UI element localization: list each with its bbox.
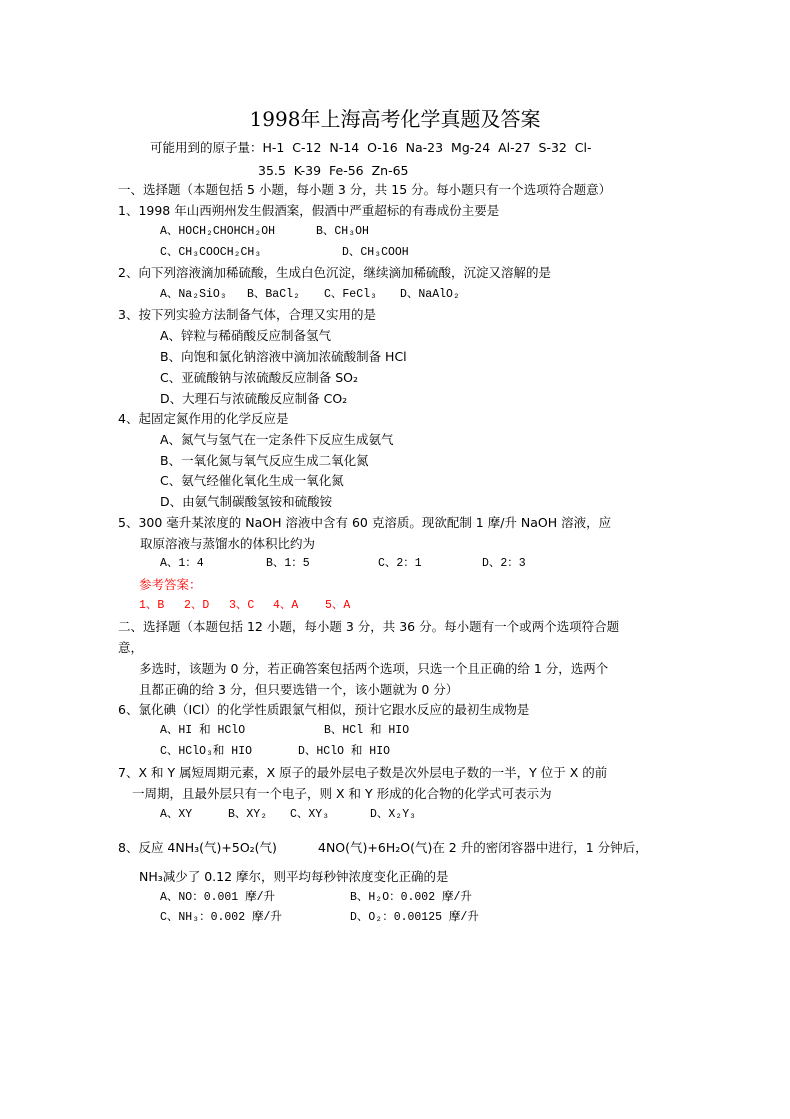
q6-option-c: C、HClO₃和 HIO [160, 745, 253, 758]
q4-option-a: A、氮气与氢气在一定条件下反应生成氨气 [160, 432, 394, 447]
q8-stem: 8、反应 4NH₃(气)+5O₂(气) [118, 840, 277, 855]
q5-option-b: B、1：5 [266, 557, 310, 570]
atomic-masses-cont: 35.5 K-39 Fe-56 Zn-65 [258, 163, 409, 178]
q4-option-b: B、一氧化氮与氧气反应生成二氧化氮 [160, 453, 369, 468]
q3-option-d: D、大理石与浓硫酸反应制备 CO₂ [160, 391, 348, 406]
section2-rules-cont: 且都正确的给 3 分，但只要选错一个，该小题就为 0 分） [139, 682, 459, 697]
q2-option-a: A、Na₂SiO₃ [160, 288, 227, 301]
q7-option-a: A、XY [160, 808, 193, 821]
q7-stem: 7、X 和 Y 属短周期元素，X 原子的最外层电子数是次外层电子数的一半，Y 位于 X 的前 [118, 765, 608, 780]
q5-stem: 5、300 毫升某浓度的 NaOH 溶液中含有 60 克溶质。现欲配制 1 摩/升 NaOH 溶液，应 [118, 515, 612, 530]
q6-option-b: B、HCl 和 HIO [324, 724, 410, 737]
q8-option-b: B、H₂O：0.002 摩/升 [350, 891, 472, 904]
q3-option-c: C、亚硫酸钠与浓硫酸反应制备 SO₂ [160, 370, 358, 385]
answer-2: 2、D [184, 599, 210, 612]
q8-option-d: D、O₂：0.00125 摩/升 [350, 911, 479, 924]
q2-option-c: C、FeCl₃ [324, 288, 377, 301]
answer-1: 1、B [139, 599, 165, 612]
q3-stem: 3、按下列实验方法制备气体，合理又实用的是 [118, 307, 376, 322]
answer-3: 3、C [229, 599, 255, 612]
q2-stem: 2、向下列溶液滴加稀硫酸，生成白色沉淀，继续滴加稀硫酸，沉淀又溶解的是 [118, 265, 551, 280]
q6-option-a: A、HI 和 HClO [160, 724, 246, 737]
section2-rules: 多选时，该题为 0 分，若正确答案包括两个选项，只选一个且正确的给 1 分，选两个 [139, 661, 609, 676]
q8-stem-cont: NH₃减少了 0.12 摩尔，则平均每秒钟浓度变化正确的是 [139, 869, 449, 884]
q3-option-a: A、锌粒与稀硝酸反应制备氢气 [160, 328, 332, 343]
q5-option-a: A、1：4 [160, 557, 204, 570]
section2-heading-cont: 意， [118, 640, 144, 655]
q7-stem-cont: 一周期，且最外层只有一个电子，则 X 和 Y 形成的化合物的化学式可表示为 [132, 786, 552, 801]
q4-option-c: C、氨气经催化氧化生成一氧化氮 [160, 473, 344, 488]
answer-5: 5、A [325, 599, 351, 612]
answer-label: 参考答案： [139, 577, 202, 592]
q1-option-b: B、CH₃OH [316, 225, 369, 238]
q4-stem: 4、起固定氮作用的化学反应是 [118, 411, 289, 426]
answer-4: 4、A [273, 599, 299, 612]
q7-option-d: D、X₂Y₃ [370, 808, 417, 821]
q8-option-a: A、NO：0.001 摩/升 [160, 891, 276, 904]
q6-stem: 6、氯化碘（ICl）的化学性质跟氯气相似，预计它跟水反应的最初生成物是 [118, 702, 530, 717]
q5-option-c: C、2：1 [378, 557, 422, 570]
q2-option-d: D、NaAlO₂ [400, 288, 460, 301]
q8-option-c: C、NH₃：0.002 摩/升 [160, 911, 282, 924]
q4-option-d: D、由氨气制碳酸氢铵和硫酸铵 [160, 494, 333, 509]
q1-option-a: A、HOCH₂CHOHCH₂OH [160, 225, 276, 238]
atomic-masses: 可能用到的原子量：H-1 C-12 N-14 O-16 Na-23 Mg-24 Al-27 S-32 Cl- [150, 140, 592, 155]
q1-stem: 1、1998 年山西朔州发生假酒案，假酒中严重超标的有毒成份主要是 [118, 203, 500, 218]
q2-option-b: B、BaCl₂ [247, 288, 300, 301]
q7-option-c: C、XY₃ [290, 808, 330, 821]
q5-stem-cont: 取原溶液与蒸馏水的体积比约为 [140, 536, 316, 551]
section2-heading: 二、选择题（本题包括 12 小题，每小题 3 分，共 36 分。每小题有一个或两个选项符合题 [118, 619, 620, 634]
q8-stem-products: 4NO(气)+6H₂O(气)在 2 升的密闭容器中进行，1 分钟后， [318, 840, 648, 855]
q5-option-d: D、2：3 [482, 557, 526, 570]
page-title: 1998年上海高考化学真题及答案 [249, 107, 541, 131]
q7-option-b: B、XY₂ [228, 808, 268, 821]
q1-option-c: C、CH₃COOCH₂CH₃ [160, 246, 262, 259]
q3-option-b: B、向饱和氯化钠溶液中滴加浓硫酸制备 HCl [160, 349, 407, 364]
q6-option-d: D、HClO 和 HIO [298, 745, 391, 758]
section1-heading: 一、选择题（本题包括 5 小题，每小题 3 分，共 15 分。每小题只有一个选项符合题意） [118, 182, 612, 197]
q1-option-d: D、CH₃COOH [342, 246, 409, 259]
